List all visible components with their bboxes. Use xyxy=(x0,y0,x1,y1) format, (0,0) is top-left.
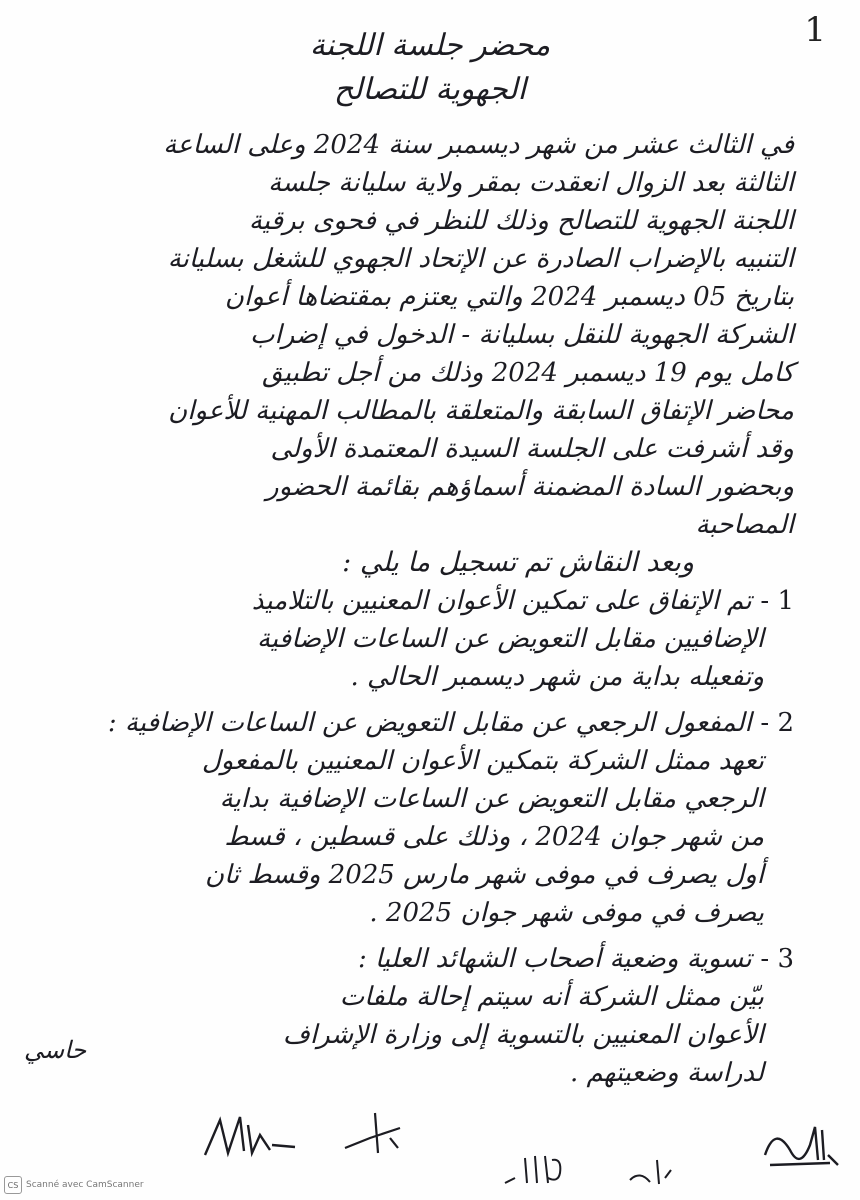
item-number: 1 - xyxy=(760,586,794,616)
item-line: الإضافيين مقابل التعويض عن الساعات الإضافية xyxy=(256,624,764,654)
intro-line: الثالثة بعد الزوال انعقدت بمقر ولاية سليانة جلسة xyxy=(268,168,794,198)
item-line: بيّن ممثل الشركة أنه سيتم إحالة ملفات xyxy=(339,982,764,1012)
header-title-line2: الجهوية للتصالح xyxy=(334,72,526,107)
margin-note: حاسي xyxy=(24,1036,87,1064)
signature-1 xyxy=(200,1105,300,1165)
item-line: يصرف في موفى شهر جوان 2025 . xyxy=(369,898,764,928)
decision-item-2 xyxy=(24,704,794,932)
intro-line: كامل يوم 19 ديسمبر 2024 وذلك من أجل تطبيق xyxy=(262,358,794,388)
item-line: تعهد ممثل الشركة بتمكين الأعوان المعنيين بالمفعول xyxy=(201,746,764,776)
intro-line: وقد أشرفت على الجلسة السيدة المعتمدة الأولى xyxy=(270,434,794,464)
intro-line: في الثالث عشر من شهر ديسمبر سنة 2024 وعلى الساعة xyxy=(163,130,794,160)
item-line: الأعوان المعنيين بالتسوية إلى وزارة الإشراف xyxy=(282,1020,764,1050)
item-line: من شهر جوان 2024 ، وذلك على قسطين ، قسط xyxy=(224,822,764,852)
document-body xyxy=(24,126,794,1100)
intro-line: الشركة الجهوية للنقل بسليانة - الدخول في إضراب xyxy=(250,320,794,350)
item-line: تسوية وضعية أصحاب الشهائد العليا : xyxy=(357,944,752,974)
scanner-watermark-text: Scanné avec CamScanner xyxy=(26,1180,144,1190)
intro-line: وبحضور السادة المضمنة أسماؤهم بقائمة الحضور xyxy=(266,472,794,502)
intro-line: المصاحبة xyxy=(695,510,794,540)
item-line: المفعول الرجعي عن مقابل التعويض عن الساعات الإضافية : xyxy=(107,708,752,738)
item-line: وتفعيله بداية من شهر ديسمبر الحالي . xyxy=(350,662,764,692)
signature-5 xyxy=(760,1115,840,1175)
header-title-line1: محضر جلسة اللجنة xyxy=(309,28,551,63)
item-line: لدراسة وضعيتهم . xyxy=(569,1058,764,1088)
signature-3 xyxy=(500,1148,580,1188)
page-number: 1 xyxy=(804,10,826,50)
decision-item-3 xyxy=(24,940,794,1092)
item-line: تم الإتفاق على تمكين الأعوان المعنيين بالتلاميذ xyxy=(251,586,752,616)
signature-2 xyxy=(340,1108,410,1158)
decisions-heading: وبعد النقاش تم تسجيل ما يلي : xyxy=(342,547,694,578)
decision-item-1 xyxy=(24,582,794,696)
item-line: الرجعي مقابل التعويض عن الساعات الإضافية بداية xyxy=(219,784,764,814)
intro-line: محاضر الإتفاق السابقة والمتعلقة بالمطالب المهنية للأعوان xyxy=(168,396,794,426)
intro-paragraph xyxy=(24,126,794,544)
intro-line: التنبيه بالإضراب الصادرة عن الإتحاد الجهوي للشغل بسليانة xyxy=(167,244,794,274)
intro-line: اللجنة الجهوية للتصالح وذلك للنظر في فحوى برقية xyxy=(248,206,794,236)
item-number: 3 - xyxy=(760,944,794,974)
document-header xyxy=(0,24,860,112)
camscanner-logo-icon: CS xyxy=(4,1176,22,1194)
item-number: 2 - xyxy=(760,708,794,738)
intro-line: بتاريخ 05 ديسمبر 2024 والتي يعتزم بمقتضاها أعوان xyxy=(224,282,794,312)
scanner-watermark xyxy=(4,1176,144,1194)
item-line: أول يصرف في موفى شهر مارس 2025 وقسط ثان xyxy=(205,860,764,890)
signature-4 xyxy=(625,1150,675,1190)
